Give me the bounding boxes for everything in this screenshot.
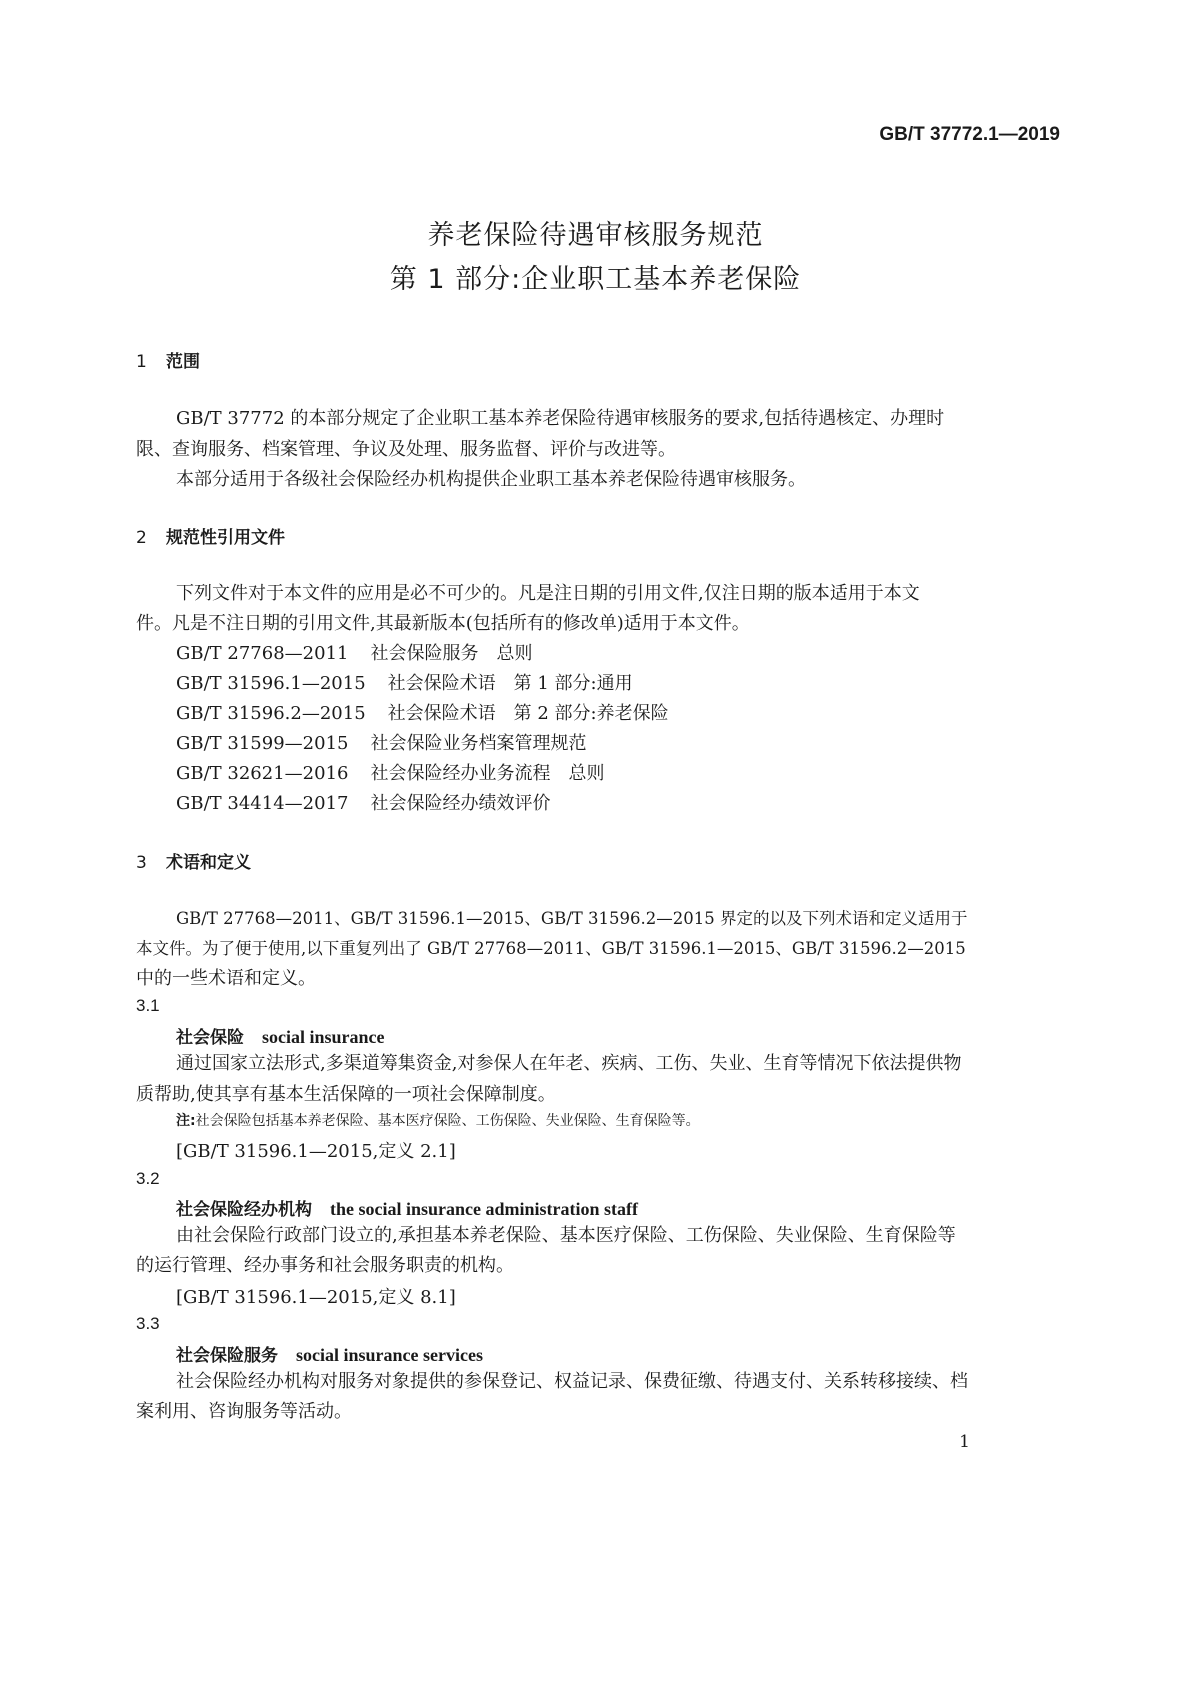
paragraph-line: 限、查询服务、档案管理、争议及处理、服务监督、评价与改进等。 <box>136 439 676 460</box>
reference-title: 社会保险经办绩效评价 <box>370 793 551 814</box>
paragraph-line: 下列文件对于本文件的应用是必不可少的。凡是注日期的引用文件,仅注日期的版本适用于本文 <box>176 583 920 604</box>
term-definition-line: 社会保险经办机构对服务对象提供的参保登记、权益记录、保费征缴、待遇支付、关系转移接续、档 <box>176 1371 968 1392</box>
term-name-cn: 社会保险服务 <box>176 1346 278 1366</box>
reference-code: GB/T 27768—2011 <box>176 643 349 664</box>
reference-title: 社会保险术语 第 1 部分:通用 <box>387 673 633 694</box>
document-title-line1: 养老保险待遇审核服务规范 <box>427 220 764 251</box>
page-number: 1 <box>959 1432 970 1452</box>
term-definition-line: 通过国家立法形式,多渠道筹集资金,对参保人在年老、疾病、工伤、失业、生育等情况下依法提供物 <box>176 1053 962 1074</box>
normative-reference <box>176 729 586 755</box>
term-number: 3.3 <box>136 1314 160 1333</box>
section-title: 范围 <box>166 352 200 372</box>
term-definition-line: 的运行管理、经办事务和社会服务职责的机构。 <box>136 1255 514 1276</box>
paragraph-line: 件。凡是不注日期的引用文件,其最新版本(包括所有的修改单)适用于本文件。 <box>136 613 750 634</box>
term-note <box>176 1110 700 1130</box>
section-2-heading <box>136 523 285 548</box>
normative-reference <box>176 669 633 695</box>
section-number: 1 <box>136 352 147 372</box>
term-name-en: the social insurance administration staff <box>330 1199 638 1219</box>
section-number: 2 <box>136 528 147 548</box>
note-text: 社会保险包括基本养老保险、基本医疗保险、工伤保险、失业保险、生育保险等。 <box>195 1113 700 1129</box>
note-label: 注: <box>176 1113 196 1129</box>
reference-title: 社会保险业务档案管理规范 <box>370 733 587 754</box>
term-definition-line: 案利用、咨询服务等活动。 <box>136 1401 352 1422</box>
paragraph-line: 本部分适用于各级社会保险经办机构提供企业职工基本养老保险待遇审核服务。 <box>176 469 806 490</box>
reference-code: GB/T 34414—2017 <box>176 793 349 814</box>
normative-reference <box>176 639 532 665</box>
term-name <box>176 1195 638 1220</box>
paragraph-line: GB/T 37772 的本部分规定了企业职工基本养老保险待遇审核服务的要求,包括待遇核定、办理时 <box>176 408 945 429</box>
reference-title: 社会保险服务 总则 <box>370 643 533 664</box>
reference-title: 社会保险术语 第 2 部分:养老保险 <box>387 703 669 724</box>
section-number: 3 <box>136 853 147 873</box>
section-1-heading <box>136 347 200 372</box>
term-number: 3.2 <box>136 1169 160 1188</box>
term-source: [GB/T 31596.1—2015,定义 8.1] <box>176 1287 456 1308</box>
term-name-cn: 社会保险经办机构 <box>176 1200 312 1220</box>
reference-code: GB/T 32621—2016 <box>176 763 349 784</box>
term-definition-line: 质帮助,使其享有基本生活保障的一项社会保障制度。 <box>136 1084 556 1105</box>
section-3-heading <box>136 848 251 873</box>
term-name-en: social insurance <box>262 1027 385 1047</box>
document-code: GB/T 37772.1—2019 <box>879 124 1060 145</box>
paragraph-line: 中的一些术语和定义。 <box>136 968 316 989</box>
reference-code: GB/T 31596.1—2015 <box>176 673 366 694</box>
term-name <box>176 1341 483 1366</box>
normative-reference <box>176 789 550 815</box>
term-name-cn: 社会保险 <box>176 1028 244 1048</box>
term-source: [GB/T 31596.1—2015,定义 2.1] <box>176 1141 456 1162</box>
reference-code: GB/T 31596.2—2015 <box>176 703 366 724</box>
term-name-en: social insurance services <box>296 1345 483 1365</box>
normative-reference <box>176 699 669 725</box>
term-definition-line: 由社会保险行政部门设立的,承担基本养老保险、基本医疗保险、工伤保险、失业保险、生育保险等 <box>176 1225 956 1246</box>
reference-code: GB/T 31599—2015 <box>176 733 349 754</box>
term-number: 3.1 <box>136 996 160 1015</box>
reference-title: 社会保险经办业务流程 总则 <box>370 763 605 784</box>
section-title: 规范性引用文件 <box>166 528 285 548</box>
term-name <box>176 1023 385 1048</box>
document-title-line2: 第 1 部分:企业职工基本养老保险 <box>389 264 802 295</box>
paragraph-line: 本文件。为了便于使用,以下重复列出了 GB/T 27768—2011、GB/T 31596.1—2015、GB/T 31596.2—2015 <box>136 939 966 958</box>
normative-reference <box>176 759 604 785</box>
section-title: 术语和定义 <box>166 853 251 873</box>
paragraph-line: GB/T 27768—2011、GB/T 31596.1—2015、GB/T 31596.2—2015 界定的以及下列术语和定义适用于 <box>176 909 968 928</box>
